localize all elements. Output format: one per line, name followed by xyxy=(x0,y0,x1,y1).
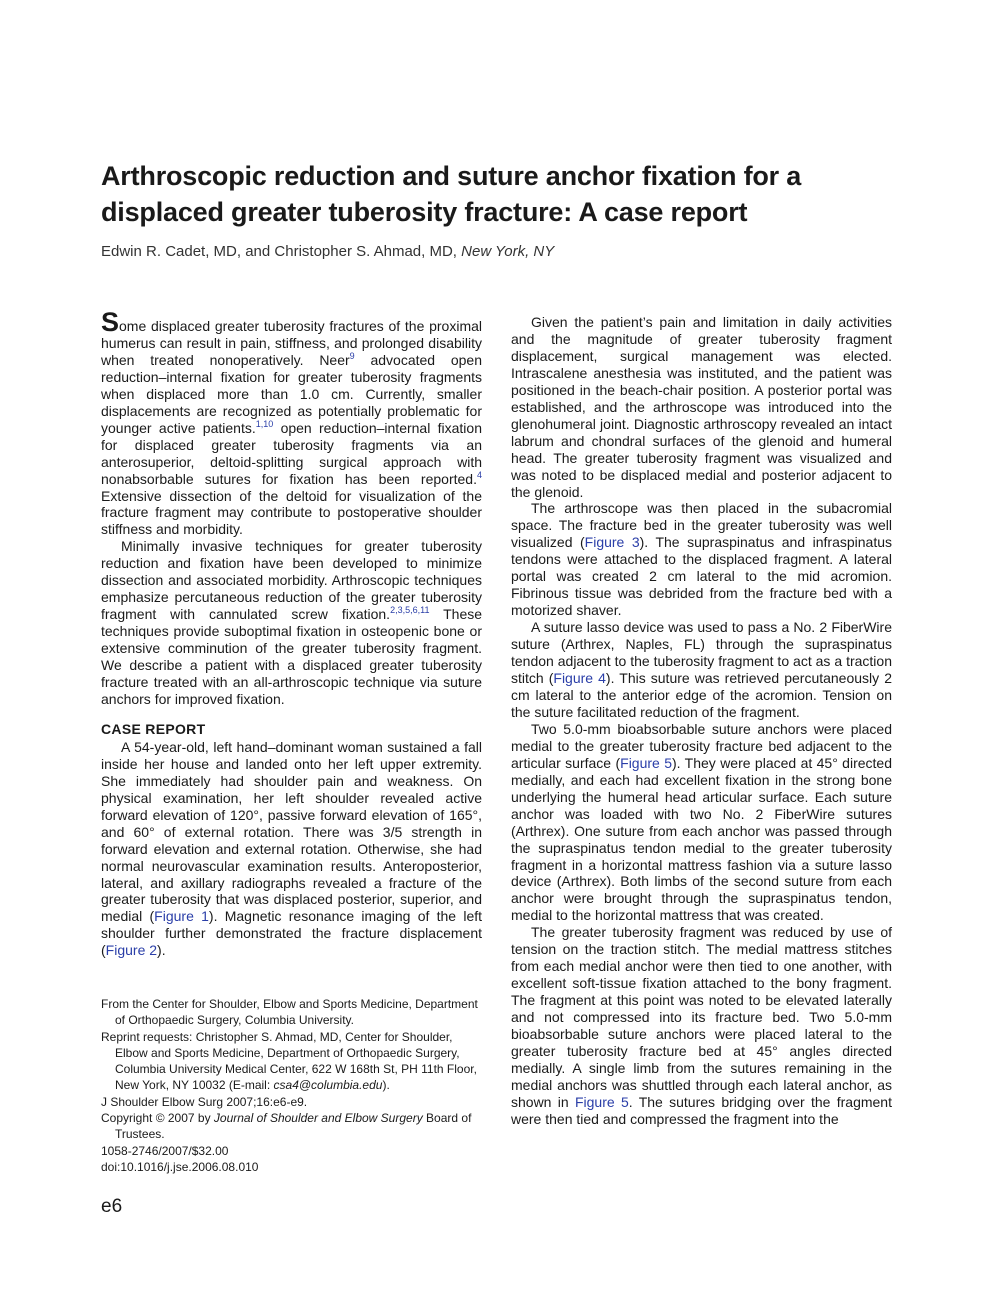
right-column xyxy=(511,314,892,1128)
figure-link[interactable]: Figure 3 xyxy=(584,534,640,551)
reference-link[interactable]: 1,10 xyxy=(255,418,274,429)
case-paragraph-2: Given the patient’s pain and limitation in daily activities and the magnitude of greater tuberosity fragment displacement, surgical management was elected. Intrascalene anesthesia was instituted, and the patient was positioned in the beach-chair position. A posterior portal was established, and the arthroscope was introduced into the glenohumeral joint. Diagnostic arthroscopy revealed an intact labrum and chondral surfaces of the glenoid and humeral head. The greater tuberosity fragment was visualized and was noted to be displaced medial and posterior adjacent to the glenoid. xyxy=(511,314,892,500)
author-location: New York, NY xyxy=(461,243,555,260)
issn-note: 1058-2746/2007/$32.00 xyxy=(101,1143,229,1158)
intro-paragraph-1: Some displaced greater tuberosity fractures of the proximal humerus can result in pain, stiffness, and prolonged disability when treated nonoperatively. Neer$^9$ advocated open reduction–internal fixation for greater tuberosity fragments when displaced more than 1.0 cm. Currently, smaller displacements are recognized as potentially problematic for younger active patients.$^{1,10}$ open reduction–internal fixation for displaced greater tuberosity fragments via an anterosuperior, deltoid-splitting surgical approach with nonabsorbable sutures for fixation has been reported.$^4$ Extensive dissection of the deltoid for visualization of the fracture fragment may contribute to postoperative shoulder stiffness and morbidity. xyxy=(101,307,483,538)
email-link[interactable]: csa4@columbia.edu xyxy=(273,1078,383,1093)
affiliation-note: From the Center for Shoulder, Elbow and Sports Medicine, Department of Orthopaedic Surgery, Columbia University. xyxy=(101,997,478,1028)
article-footnotes xyxy=(101,996,482,1175)
case-paragraph-4: A suture lasso device was used to pass a No. 2 FiberWire suture (Arthrex, Naples, FL) through the supraspinatus tendon adjacent to the tuberosity fragment to act as a traction stitch (Figure 4). This suture was retrieved percutaneously 2 cm lateral to the anterior edge of the acromion. Tension on the suture facilitated reduction of the fragment. xyxy=(511,619,892,720)
article-title: Arthroscopic reduction and suture anchor fixation for a displaced greater tuberosity fracture: A case report xyxy=(101,161,802,228)
reference-link[interactable]: 2,3,5,6,11 xyxy=(390,605,430,616)
drop-cap: S xyxy=(101,307,120,337)
author-names: Edwin R. Cadet, MD, and Christopher S. Ahmad, MD, xyxy=(101,243,457,260)
case-paragraph-6: The greater tuberosity fragment was reduced by use of tension on the traction stitch. The medial mattress stitches from each medial anchor were then tied to one another, with excellent soft-tissue fixation attached to the bony fragment. The fragment at this point was noted to be elevated laterally and not compressed into its fracture bed. Two 5.0-mm bioabsorbable suture anchors were placed lateral to the greater tuberosity fracture bed at 45° angles directed medially. A single limb from the sutures remaining in the medial anchors was shuttled through each lateral anchor, as shown in Figure 5. The sutures bridging over the fragment were then tied and compressed the fragment into the xyxy=(511,924,892,1127)
copyright-note: Copyright © 2007 by Journal of Shoulder and Elbow Surgery Board of Trustees. xyxy=(101,1111,472,1142)
doi-note: doi:10.1016/j.jse.2006.08.010 xyxy=(101,1159,259,1174)
intro-paragraph-2: Minimally invasive techniques for greater tuberosity reduction and fixation have been developed to minimize dissection and associated morbidity. Arthroscopic techniques emphasize percutaneous reduction of the greater tuberosity fragment with cannulated screw fixation.$^{2,3,5,6,11}$ These techniques provide suboptimal fixation in osteopenic bone or extensive comminution of the greater tuberosity fragment. We describe a patient with a displaced greater tuberosity fracture treated with an all-arthroscopic technique via suture anchors for improved fixation. xyxy=(101,538,483,707)
author-line xyxy=(101,242,861,262)
figure-link[interactable]: Figure 2 xyxy=(105,942,158,959)
figure-link[interactable]: Figure 5 xyxy=(620,754,672,771)
page-number: e6 xyxy=(101,1196,123,1217)
case-paragraph-5: Two 5.0-mm bioabsorbable suture anchors were placed medial to the greater tuberosity fracture bed adjacent to the articular surface (Figure 5). They were placed at 45° directed medially, and each had excellent fixation in the strong bone underlying the humeral head articular surface. Each suture anchor was loaded with two No. 2 FiberWire sutures (Arthrex). One suture from each anchor was passed through the supraspinatus tendon medial to the greater tuberosity fragment in a horizontal mattress fashion via a suture lasso device (Arthrex). Both limbs of the second suture from each anchor were brought through the supraspinatus tendon, medial to the horizontal mattress that was created. xyxy=(511,720,892,924)
section-heading-case-report: CASE REPORT xyxy=(101,720,206,737)
figure-link[interactable]: Figure 1 xyxy=(154,908,209,925)
citation-note: J Shoulder Elbow Surg 2007;16:e6-e9. xyxy=(101,1094,308,1109)
case-paragraph-3: The arthroscope was then placed in the subacromial space. The fracture bed in the greater tuberosity was well visualized (Figure 3). The supraspinatus and infraspinatus tendons were attached to the displaced fragment. A lateral portal was created 2 cm lateral to the mid acromion. Fibrinous tissue was debrided from the fracture bed with a motorized shaver. xyxy=(511,500,893,619)
figure-link[interactable]: Figure 4 xyxy=(553,670,606,687)
figure-link[interactable]: Figure 5 xyxy=(574,1093,629,1110)
left-column xyxy=(101,307,483,959)
reference-link[interactable]: 4 xyxy=(476,469,482,480)
reference-link[interactable]: 9 xyxy=(349,350,355,361)
case-paragraph-1: A 54-year-old, left hand–dominant woman sustained a fall inside her house and landed onto her left upper extremity. She immediately had shoulder pain and weakness. On physical examination, her left shoulder revealed active forward elevation of 120°, passive forward elevation of 165°, and 60° of external rotation. There was 3/5 strength in forward elevation and external rotation. Otherwise, she had normal neurovascular examination results. Anteroposterior, lateral, and axillary radiographs revealed a fracture of the greater tuberosity that was displaced posterior, superior, and medial (Figure 1). Magnetic resonance imaging of the left shoulder further demonstrated the fracture displacement (Figure 2). xyxy=(101,738,483,959)
reprint-note: Reprint requests: Christopher S. Ahmad, MD, Center for Shoulder, Elbow and Sports Medicine, Department of Orthopaedic Surgery, Columbia University Medical Center, 622 W 168th St, PH 11th Floor, New York, NY 10032 (E-mail: csa4@columbia.edu). xyxy=(101,1029,477,1093)
